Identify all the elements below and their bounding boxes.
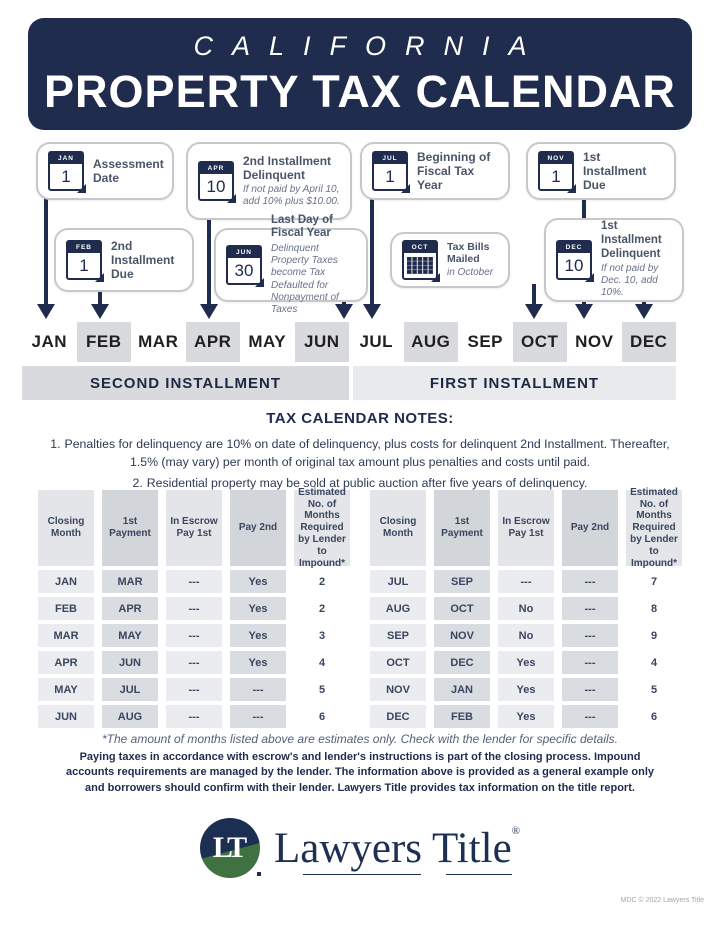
calendar-day: 1: [61, 166, 71, 186]
column-header: Closing Month: [38, 490, 94, 566]
table-cell: JUL: [370, 570, 426, 593]
table-cell: 6: [626, 705, 682, 728]
arrow-apr: [207, 218, 211, 304]
callout-title: Beginning of Fiscal Tax Year: [417, 149, 491, 193]
table-cell: ---: [562, 570, 618, 593]
column-header: In Escrow Pay 1st: [498, 490, 554, 566]
table-cell: JUN: [102, 651, 158, 674]
calendar-month: OCT: [404, 242, 436, 253]
page-fold-icon: [567, 184, 576, 193]
callout-title: 1st Installment Due: [583, 149, 647, 193]
column-header: In Escrow Pay 1st: [166, 490, 222, 566]
table-cell: ---: [230, 678, 286, 701]
table-cell: 3: [294, 624, 350, 647]
copyright-text: MDC © 2022 Lawyers Title: [620, 897, 704, 904]
callout-title: Tax Bills Mailed: [447, 240, 490, 265]
table-cell: 5: [626, 678, 682, 701]
table-cell: 2: [294, 570, 350, 593]
calendar-day: 10: [564, 255, 584, 275]
table-cell: ---: [166, 705, 222, 728]
table-cell: SEP: [370, 624, 426, 647]
page-fold-icon: [401, 184, 410, 193]
callout-apr-delinquent: [186, 142, 352, 220]
arrow-jul: [370, 198, 374, 304]
note-item: 2. Residential property may be sold at public auction after five years of delinquency.: [132, 475, 588, 490]
table-cell: ---: [562, 624, 618, 647]
table-cell: Yes: [230, 624, 286, 647]
calendar-month: JAN: [50, 153, 82, 164]
table-cell: 8: [626, 597, 682, 620]
page-fold-icon: [95, 273, 104, 282]
table-cell: SEP: [434, 570, 490, 593]
column-header: Pay 2nd: [562, 490, 618, 566]
column-header: Closing Month: [370, 490, 426, 566]
table-cell: Yes: [498, 678, 554, 701]
arrow-jan: [44, 198, 48, 304]
table-cell: AUG: [370, 597, 426, 620]
page-fold-icon: [255, 278, 264, 287]
calendar-icon: [48, 151, 84, 191]
callout-title: 2nd Installment Delinquent: [243, 153, 332, 182]
logo-underline: [303, 874, 421, 876]
calendar-icon: [66, 240, 102, 280]
table-cell: 9: [626, 624, 682, 647]
month-apr: APR: [186, 322, 241, 362]
estimate-footnote: *The amount of months listed above are estimates only. Check with the lender for specific details.: [101, 732, 619, 746]
month-jul: JUL: [359, 332, 394, 351]
page-fold-icon: [227, 194, 236, 203]
table-cell: 2: [294, 597, 350, 620]
table-cell: Yes: [498, 705, 554, 728]
column-header: 1st Payment: [434, 490, 490, 566]
table-cell: APR: [102, 597, 158, 620]
table-cell: DEC: [434, 651, 490, 674]
callout-feb-second-due: [54, 228, 194, 292]
month-jun: JUN: [295, 322, 350, 362]
table-cell: JUL: [102, 678, 158, 701]
column-header: 1st Payment: [102, 490, 158, 566]
registered-mark: ®: [511, 824, 521, 837]
page-title: PROPERTY TAX CALENDAR: [44, 65, 676, 117]
calendar-month: JUN: [228, 247, 260, 258]
month-jan: JAN: [31, 332, 67, 351]
impound-table-second-installment: [38, 486, 350, 728]
trademark-dot: [257, 872, 261, 876]
table-cell: 6: [294, 705, 350, 728]
calendar-icon: [372, 151, 408, 191]
table-cell: OCT: [434, 597, 490, 620]
table-cell: Yes: [498, 651, 554, 674]
table-cell: ---: [166, 651, 222, 674]
table-cell: FEB: [38, 597, 94, 620]
table-cell: Yes: [230, 597, 286, 620]
month-mar: MAR: [138, 332, 179, 351]
table-cell: Yes: [230, 570, 286, 593]
calendar-icon: [226, 245, 262, 285]
calendar-day: 1: [551, 166, 561, 186]
callout-title: 1st Installment Delinquent: [601, 220, 662, 260]
callout-dec-delinquent: [544, 218, 684, 302]
calendar-month: DEC: [558, 242, 590, 253]
table-cell: ---: [562, 651, 618, 674]
page-fold-icon: [431, 273, 440, 282]
month-oct: OCT: [513, 322, 568, 362]
calendar-day: 1: [79, 255, 89, 275]
table-cell: JAN: [38, 570, 94, 593]
column-header: Estimated No. of Months Required by Lender to Impound*: [626, 490, 682, 566]
table-cell: MAR: [102, 570, 158, 593]
callout-jun-last-day: [214, 213, 368, 315]
calendar-month: FEB: [68, 242, 100, 253]
calendar-month: NOV: [540, 153, 572, 164]
callout-title: 2nd Installment Due: [111, 238, 175, 282]
calendar-icon: [198, 161, 234, 201]
table-cell: ---: [166, 597, 222, 620]
table-cell: ---: [562, 678, 618, 701]
lawyers-title-wordmark: Lawyers Title®: [274, 824, 520, 873]
table-cell: OCT: [370, 651, 426, 674]
table-cell: FEB: [434, 705, 490, 728]
table-cell: MAY: [38, 678, 94, 701]
table-cell: Yes: [230, 651, 286, 674]
table-cell: ---: [562, 705, 618, 728]
arrow-oct: [532, 284, 536, 304]
table-cell: AUG: [102, 705, 158, 728]
table-cell: DEC: [370, 705, 426, 728]
table-cell: NOV: [434, 624, 490, 647]
table-cell: NOV: [370, 678, 426, 701]
calendar-dots: [407, 257, 433, 274]
calendar-icon: [538, 151, 574, 191]
callout-note: in October: [447, 267, 494, 279]
table-cell: 5: [294, 678, 350, 701]
second-installment-bar: SECOND INSTALLMENT: [22, 366, 349, 400]
page-fold-icon: [585, 273, 594, 282]
month-dec: DEC: [622, 322, 677, 362]
callout-oct-bills-mailed: [390, 232, 510, 288]
header-banner: [28, 18, 692, 130]
calendar-icon: [556, 240, 592, 280]
table-cell: ---: [562, 597, 618, 620]
callout-nov-first-due: [526, 142, 676, 200]
calendar-day: 10: [206, 176, 226, 196]
calendar-day: 30: [234, 260, 254, 280]
calendar-month: APR: [200, 163, 232, 174]
table-cell: 4: [294, 651, 350, 674]
first-installment-bar: FIRST INSTALLMENT: [353, 366, 676, 400]
month-aug: AUG: [404, 322, 459, 362]
logo-underline: [446, 874, 512, 876]
table-cell: JUN: [38, 705, 94, 728]
month-feb: FEB: [77, 322, 132, 362]
lawyers-title-logo: [0, 818, 720, 878]
note-item: 1. Penalties for delinquency are 10% on date of delinquency, plus costs for delinquent 2nd Installment. Thereafter, 1.5% (may vary) per month of original tax amount plus penalties and costs until paid.: [50, 437, 670, 470]
month-nov: NOV: [575, 332, 614, 351]
header-state: CALIFORNIA: [193, 30, 546, 61]
calendar-day: 1: [385, 166, 395, 186]
calendar-month: JUL: [374, 153, 406, 164]
table-cell: ---: [166, 570, 222, 593]
table-cell: JAN: [434, 678, 490, 701]
page-fold-icon: [77, 184, 86, 193]
table-cell: ---: [166, 678, 222, 701]
table-cell: ---: [230, 705, 286, 728]
month-may: MAY: [248, 332, 287, 351]
month-sep: SEP: [467, 332, 504, 351]
table-cell: 4: [626, 651, 682, 674]
table-cell: No: [498, 597, 554, 620]
callout-note: If not paid by Dec. 10, add 10%.: [601, 263, 659, 299]
calendar-grid-icon: [402, 240, 438, 280]
callout-title: Assessment Date: [93, 156, 164, 185]
tax-calendar-notes: [40, 410, 680, 494]
table-cell: No: [498, 624, 554, 647]
lawyers-title-monogram-icon: LT: [200, 818, 260, 878]
impound-table-first-installment: [370, 486, 682, 728]
disclaimer-text: Paying taxes in accordance with escrow's and lender's instructions is part of the closing process. Impound accounts requirements are managed by the lender. The information above is provided as a general example only and borrowers should confirm with their lender. Lawyers Title provides tax information on the title report.: [65, 751, 655, 794]
table-cell: ---: [498, 570, 554, 593]
table-cell: ---: [166, 624, 222, 647]
month-strip: [22, 322, 676, 362]
table-cell: 7: [626, 570, 682, 593]
notes-title: TAX CALENDAR NOTES:: [266, 410, 454, 427]
callout-jul-fiscal-year: [360, 142, 510, 200]
column-header: Estimated No. of Months Required by Lender to Impound*: [294, 490, 350, 566]
column-header: Pay 2nd: [230, 490, 286, 566]
table-cell: MAR: [38, 624, 94, 647]
table-cell: MAY: [102, 624, 158, 647]
callout-note: Delinquent Property Taxes become Tax Defaulted for Nonpayment of Taxes: [271, 243, 339, 315]
callout-note: If not paid by April 10, add 10% plus $10.00.: [243, 183, 340, 208]
table-cell: APR: [38, 651, 94, 674]
callout-jan-assessment: [36, 142, 174, 200]
callout-title: Last Day of Fiscal Year: [271, 213, 333, 240]
